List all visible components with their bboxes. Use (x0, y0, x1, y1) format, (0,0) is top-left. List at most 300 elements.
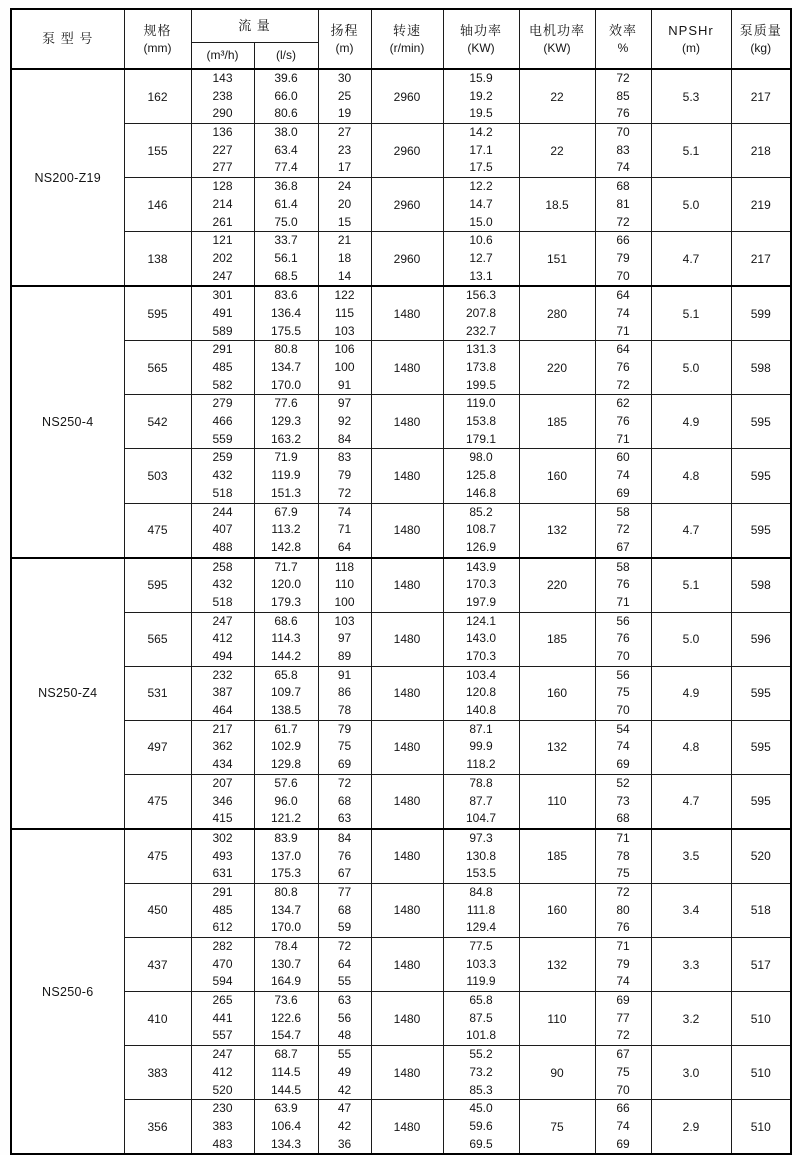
cell-npshr (651, 232, 731, 287)
cell-flow-ls (254, 829, 318, 884)
cell-npshr (651, 558, 731, 613)
value-line: 70 (616, 703, 630, 718)
value-line: 55 (337, 1047, 352, 1062)
col-header-motor_power (519, 9, 595, 69)
cell-size (124, 69, 191, 124)
value: 595 (750, 794, 771, 809)
cell-efficiency (595, 720, 651, 774)
value-line: 106 (334, 342, 355, 357)
value: 475 (147, 794, 168, 809)
cell-motor-power (519, 124, 595, 178)
value-line: 68.5 (274, 268, 298, 283)
value-line: 97 (337, 396, 352, 411)
value-line: 84 (337, 830, 352, 845)
value-line: 156.3 (465, 288, 497, 303)
value: 5.0 (682, 360, 700, 375)
cell-mass (731, 774, 791, 829)
cell-speed (371, 666, 443, 720)
value: 151 (546, 251, 568, 266)
table-header (11, 9, 791, 69)
cell-mass (731, 503, 791, 558)
value-line: 63.9 (274, 1101, 298, 1116)
col-header-unit: (KW) (467, 41, 495, 55)
cell-motor-power (519, 232, 595, 287)
value-line: 80 (616, 902, 630, 917)
value-line: 65.8 (274, 667, 298, 682)
value: 219 (750, 197, 771, 212)
cell-efficiency (595, 612, 651, 666)
value: 518 (750, 903, 771, 918)
value: 5.0 (682, 197, 700, 212)
value-line: 434 (212, 757, 233, 772)
value-line: 97.3 (469, 830, 493, 845)
cell-motor-power (519, 1046, 595, 1100)
cell-efficiency (595, 503, 651, 558)
spec-row (11, 449, 791, 503)
value: 5.1 (682, 306, 700, 321)
col-header-unit: % (617, 41, 629, 55)
cell-npshr (651, 286, 731, 341)
value-line: 109.7 (270, 685, 302, 700)
value-line: 64 (337, 539, 352, 554)
value: 22 (550, 143, 564, 158)
cell-flow-ls (254, 1100, 318, 1155)
col-header-flow (191, 9, 318, 42)
value: 1480 (393, 957, 421, 972)
value-line: 33.7 (274, 233, 298, 248)
value: 531 (147, 686, 168, 701)
cell-motor-power (519, 612, 595, 666)
col-header-unit: (mm) (143, 41, 172, 55)
cell-flow-m3h (191, 1046, 254, 1100)
cell-head (318, 178, 371, 232)
cell-flow-ls (254, 232, 318, 287)
value-line: 83 (616, 142, 630, 157)
value-line: 282 (212, 939, 233, 953)
value-line: 142.8 (270, 539, 302, 554)
cell-motor-power (519, 938, 595, 992)
value-line: 106.4 (270, 1118, 302, 1133)
value-line: 75.0 (274, 214, 298, 229)
col-header-label: 泵 型 号 (42, 31, 94, 46)
cell-size (124, 341, 191, 395)
value: 595 (750, 523, 771, 538)
cell-head (318, 341, 371, 395)
cell-speed (371, 720, 443, 774)
value-line: 67 (616, 539, 630, 554)
value-line: 72 (337, 485, 352, 500)
cell-shaft-power (443, 558, 519, 613)
cell-mass (731, 449, 791, 503)
value-line: 466 (212, 414, 233, 429)
value-line: 138.5 (270, 703, 302, 718)
cell-size (124, 666, 191, 720)
value: 2960 (393, 197, 421, 212)
value-line: 14.2 (469, 125, 493, 140)
cell-efficiency (595, 666, 651, 720)
value-line: 74 (616, 160, 630, 175)
table-body (11, 69, 791, 1154)
pump-spec-table (10, 8, 792, 1155)
value: 110 (547, 794, 567, 809)
cell-flow-ls (254, 666, 318, 720)
cell-head (318, 503, 371, 558)
cell-speed (371, 286, 443, 341)
value-line: 494 (212, 649, 233, 663)
value-line: 67.9 (274, 504, 298, 519)
col-header-unit: (m³/h) (206, 48, 239, 63)
cell-size (124, 286, 191, 341)
cell-efficiency (595, 774, 651, 829)
col-header-label: 电机功率 (528, 23, 585, 38)
value-line: 76 (616, 414, 630, 429)
col-header-label: 轴功率 (459, 23, 502, 38)
cell-model (11, 69, 124, 286)
value-line: 85.3 (469, 1082, 493, 1097)
value-line: 64 (616, 288, 630, 303)
value: 220 (546, 360, 568, 375)
value: 1480 (393, 1119, 421, 1134)
value-line: 136 (212, 125, 233, 140)
value-line: 47 (337, 1101, 352, 1116)
value-line: 432 (212, 468, 233, 483)
value-line: 134.3 (270, 1136, 302, 1151)
value-line: 74 (616, 1118, 630, 1133)
value: 595 (147, 306, 168, 321)
cell-head (318, 612, 371, 666)
cell-npshr (651, 883, 731, 937)
value-line: 70 (616, 125, 630, 140)
cell-model (11, 558, 124, 829)
value-line: 52 (616, 775, 630, 790)
value-line: 78.8 (469, 775, 493, 790)
spec-row (11, 992, 791, 1046)
value-line: 130.7 (270, 956, 302, 971)
cell-flow-ls (254, 395, 318, 449)
value: 4.9 (682, 414, 700, 429)
cell-motor-power (519, 774, 595, 829)
value-line: 108.7 (465, 522, 497, 537)
value-line: 137.0 (270, 848, 302, 863)
value: 146 (147, 197, 168, 212)
value-line: 179.3 (270, 594, 302, 609)
value-line: 412 (212, 1064, 233, 1079)
cell-size (124, 938, 191, 992)
value-line: 134.7 (270, 902, 302, 917)
cell-npshr (651, 124, 731, 178)
value-line: 130.8 (465, 848, 497, 863)
value-line: 207.8 (465, 305, 497, 320)
cell-flow-ls (254, 69, 318, 124)
value-line: 631 (212, 866, 233, 881)
spec-row (11, 1046, 791, 1100)
value-line: 518 (212, 485, 233, 500)
cell-size (124, 1046, 191, 1100)
value-line: 18 (337, 250, 352, 265)
cell-shaft-power (443, 449, 519, 503)
value-line: 100 (334, 360, 355, 374)
value-line: 69.5 (469, 1136, 493, 1151)
cell-head (318, 1100, 371, 1155)
value-line: 74 (337, 504, 352, 519)
value-line: 76 (616, 106, 630, 121)
value-line: 121 (212, 233, 233, 248)
cell-shaft-power (443, 774, 519, 829)
value-line: 491 (212, 305, 233, 320)
value-line: 557 (212, 1028, 233, 1043)
value-line: 78 (616, 848, 630, 863)
value-line: 49 (337, 1064, 352, 1079)
value-line: 59 (337, 920, 352, 935)
value-line: 111.8 (466, 902, 496, 917)
value-line: 30 (337, 71, 352, 85)
value: 503 (147, 468, 168, 483)
cell-efficiency (595, 938, 651, 992)
value: 383 (147, 1065, 168, 1080)
value-line: 170.0 (270, 920, 302, 935)
value-line: 113.2 (271, 522, 301, 537)
value: 217 (750, 251, 771, 266)
value-line: 259 (212, 450, 233, 465)
cell-head (318, 666, 371, 720)
value-line: 69 (616, 993, 630, 1008)
value-line: 84 (337, 431, 352, 446)
cell-npshr (651, 1046, 731, 1100)
cell-head (318, 395, 371, 449)
cell-flow-m3h (191, 774, 254, 829)
value-line: 103.4 (465, 667, 497, 682)
cell-flow-m3h (191, 503, 254, 558)
cell-flow-m3h (191, 232, 254, 287)
value-line: 144.5 (270, 1082, 302, 1097)
cell-size (124, 449, 191, 503)
cell-efficiency (595, 1046, 651, 1100)
col-header-label: 转速 (392, 23, 421, 38)
value: 510 (750, 1011, 771, 1026)
value-line: 19.5 (469, 106, 493, 121)
value: 132 (546, 523, 568, 538)
value-line: 76 (616, 360, 630, 374)
value: 437 (147, 957, 168, 972)
cell-flow-m3h (191, 124, 254, 178)
value-line: 68 (616, 811, 630, 826)
cell-speed (371, 883, 443, 937)
value-line: 67 (616, 1047, 630, 1062)
cell-shaft-power (443, 1046, 519, 1100)
value-line: 122.6 (270, 1010, 302, 1025)
cell-shaft-power (443, 883, 519, 937)
spec-row (11, 232, 791, 287)
cell-mass (731, 341, 791, 395)
value: 598 (750, 360, 771, 375)
value-line: 77 (616, 1010, 630, 1025)
cell-flow-ls (254, 449, 318, 503)
value-line: 19.2 (469, 88, 493, 103)
value-line: 129.3 (270, 414, 302, 429)
value-line: 89 (337, 649, 352, 663)
cell-speed (371, 992, 443, 1046)
pump-model-label: NS250-6 (42, 984, 94, 999)
value-line: 302 (212, 830, 233, 845)
cell-size (124, 720, 191, 774)
value-line: 128 (212, 179, 233, 194)
cell-size (124, 124, 191, 178)
value-line: 91 (337, 377, 352, 392)
value-line: 74 (616, 305, 630, 320)
value-line: 72 (616, 884, 630, 899)
cell-size (124, 395, 191, 449)
value-line: 232.7 (465, 323, 497, 338)
cell-motor-power (519, 883, 595, 937)
value: 1480 (393, 1011, 421, 1026)
value-line: 71 (616, 830, 630, 845)
cell-flow-m3h (191, 992, 254, 1046)
cell-efficiency (595, 883, 651, 937)
cell-shaft-power (443, 992, 519, 1046)
value-line: 15.9 (469, 71, 493, 85)
spec-row (11, 286, 791, 341)
cell-efficiency (595, 69, 651, 124)
value: 595 (750, 414, 771, 429)
cell-head (318, 774, 371, 829)
value-line: 170.3 (465, 649, 497, 663)
cell-speed (371, 1100, 443, 1155)
value-line: 17.1 (469, 142, 493, 157)
spec-row (11, 395, 791, 449)
cell-head (318, 69, 371, 124)
value-line: 39.6 (274, 71, 298, 85)
cell-motor-power (519, 286, 595, 341)
value-line: 291 (212, 342, 233, 357)
value: 1480 (393, 849, 421, 864)
value-line: 100 (334, 594, 355, 609)
cell-head (318, 232, 371, 287)
value-line: 77.4 (274, 160, 298, 175)
value: 450 (147, 903, 168, 918)
cell-mass (731, 178, 791, 232)
value-line: 175.5 (270, 323, 302, 338)
value: 517 (750, 957, 771, 972)
cell-flow-m3h (191, 938, 254, 992)
col-header-label: 泵质量 (739, 23, 782, 38)
value-line: 121.2 (270, 811, 302, 826)
value-line: 84.8 (469, 884, 493, 899)
value-line: 265 (212, 993, 233, 1008)
spec-row (11, 720, 791, 774)
value: 5.3 (682, 89, 700, 104)
spec-row (11, 774, 791, 829)
value-line: 42 (337, 1082, 352, 1097)
spec-row (11, 666, 791, 720)
value-line: 67 (337, 866, 352, 881)
col-header-flow_m3h (191, 42, 254, 69)
cell-flow-m3h (191, 558, 254, 613)
value-line: 79 (337, 721, 352, 736)
pump-model-label: NS250-Z4 (38, 686, 98, 701)
value-line: 74 (616, 974, 630, 989)
value-line: 110 (334, 577, 355, 592)
value: 162 (147, 89, 168, 104)
spec-row (11, 1100, 791, 1155)
value: 132 (546, 740, 568, 755)
value-line: 76 (616, 631, 630, 646)
value-line: 483 (212, 1136, 233, 1151)
cell-head (318, 883, 371, 937)
cell-flow-ls (254, 938, 318, 992)
cell-motor-power (519, 503, 595, 558)
value: 599 (750, 306, 771, 321)
value: 1480 (393, 306, 421, 321)
cell-shaft-power (443, 503, 519, 558)
cell-shaft-power (443, 178, 519, 232)
value-line: 85.2 (469, 504, 493, 519)
value-line: 170.3 (465, 577, 497, 592)
value: 75 (550, 1119, 564, 1134)
value-line: 59.6 (469, 1118, 493, 1133)
value-line: 57.6 (274, 775, 298, 790)
value: 2960 (393, 89, 421, 104)
cell-npshr (651, 666, 731, 720)
value-line: 244 (212, 504, 233, 519)
value-line: 70 (616, 649, 630, 663)
cell-mass (731, 720, 791, 774)
value-line: 63 (337, 811, 352, 826)
value-line: 258 (212, 559, 233, 574)
value-line: 247 (212, 613, 233, 628)
value-line: 69 (616, 1136, 630, 1151)
value-line: 66 (616, 1101, 630, 1116)
value-line: 173.8 (465, 360, 497, 374)
value-line: 75 (616, 1064, 630, 1079)
value-line: 151.3 (270, 485, 302, 500)
col-header-npshr (651, 9, 731, 69)
cell-npshr (651, 395, 731, 449)
value: 565 (147, 632, 168, 647)
col-header-unit: (l/s) (276, 48, 296, 63)
value-line: 71 (616, 939, 630, 953)
value-line: 15.0 (469, 214, 493, 229)
cell-mass (731, 829, 791, 884)
value-line: 470 (212, 956, 233, 971)
cell-motor-power (519, 178, 595, 232)
value-line: 83.6 (274, 288, 298, 303)
value: 475 (147, 849, 168, 864)
value-line: 143 (212, 71, 233, 85)
value-line: 202 (212, 250, 233, 265)
value-line: 58 (616, 504, 630, 519)
value-line: 71 (616, 323, 630, 338)
value: 356 (147, 1119, 168, 1134)
value: 1480 (393, 578, 421, 593)
value: 280 (546, 306, 568, 321)
value-line: 75 (337, 739, 352, 754)
value-line: 179.1 (465, 431, 497, 446)
value-line: 72 (616, 1028, 630, 1043)
value-line: 62 (616, 396, 630, 411)
value-line: 277 (212, 160, 233, 175)
value: 3.5 (682, 849, 700, 864)
value: 155 (147, 143, 168, 158)
cell-motor-power (519, 666, 595, 720)
cell-speed (371, 1046, 443, 1100)
value-line: 144.2 (270, 649, 302, 663)
value-line: 493 (212, 848, 233, 863)
value: 1480 (393, 523, 421, 538)
value: 4.8 (682, 740, 700, 755)
cell-size (124, 558, 191, 613)
cell-motor-power (519, 720, 595, 774)
value-line: 153.5 (465, 866, 497, 881)
